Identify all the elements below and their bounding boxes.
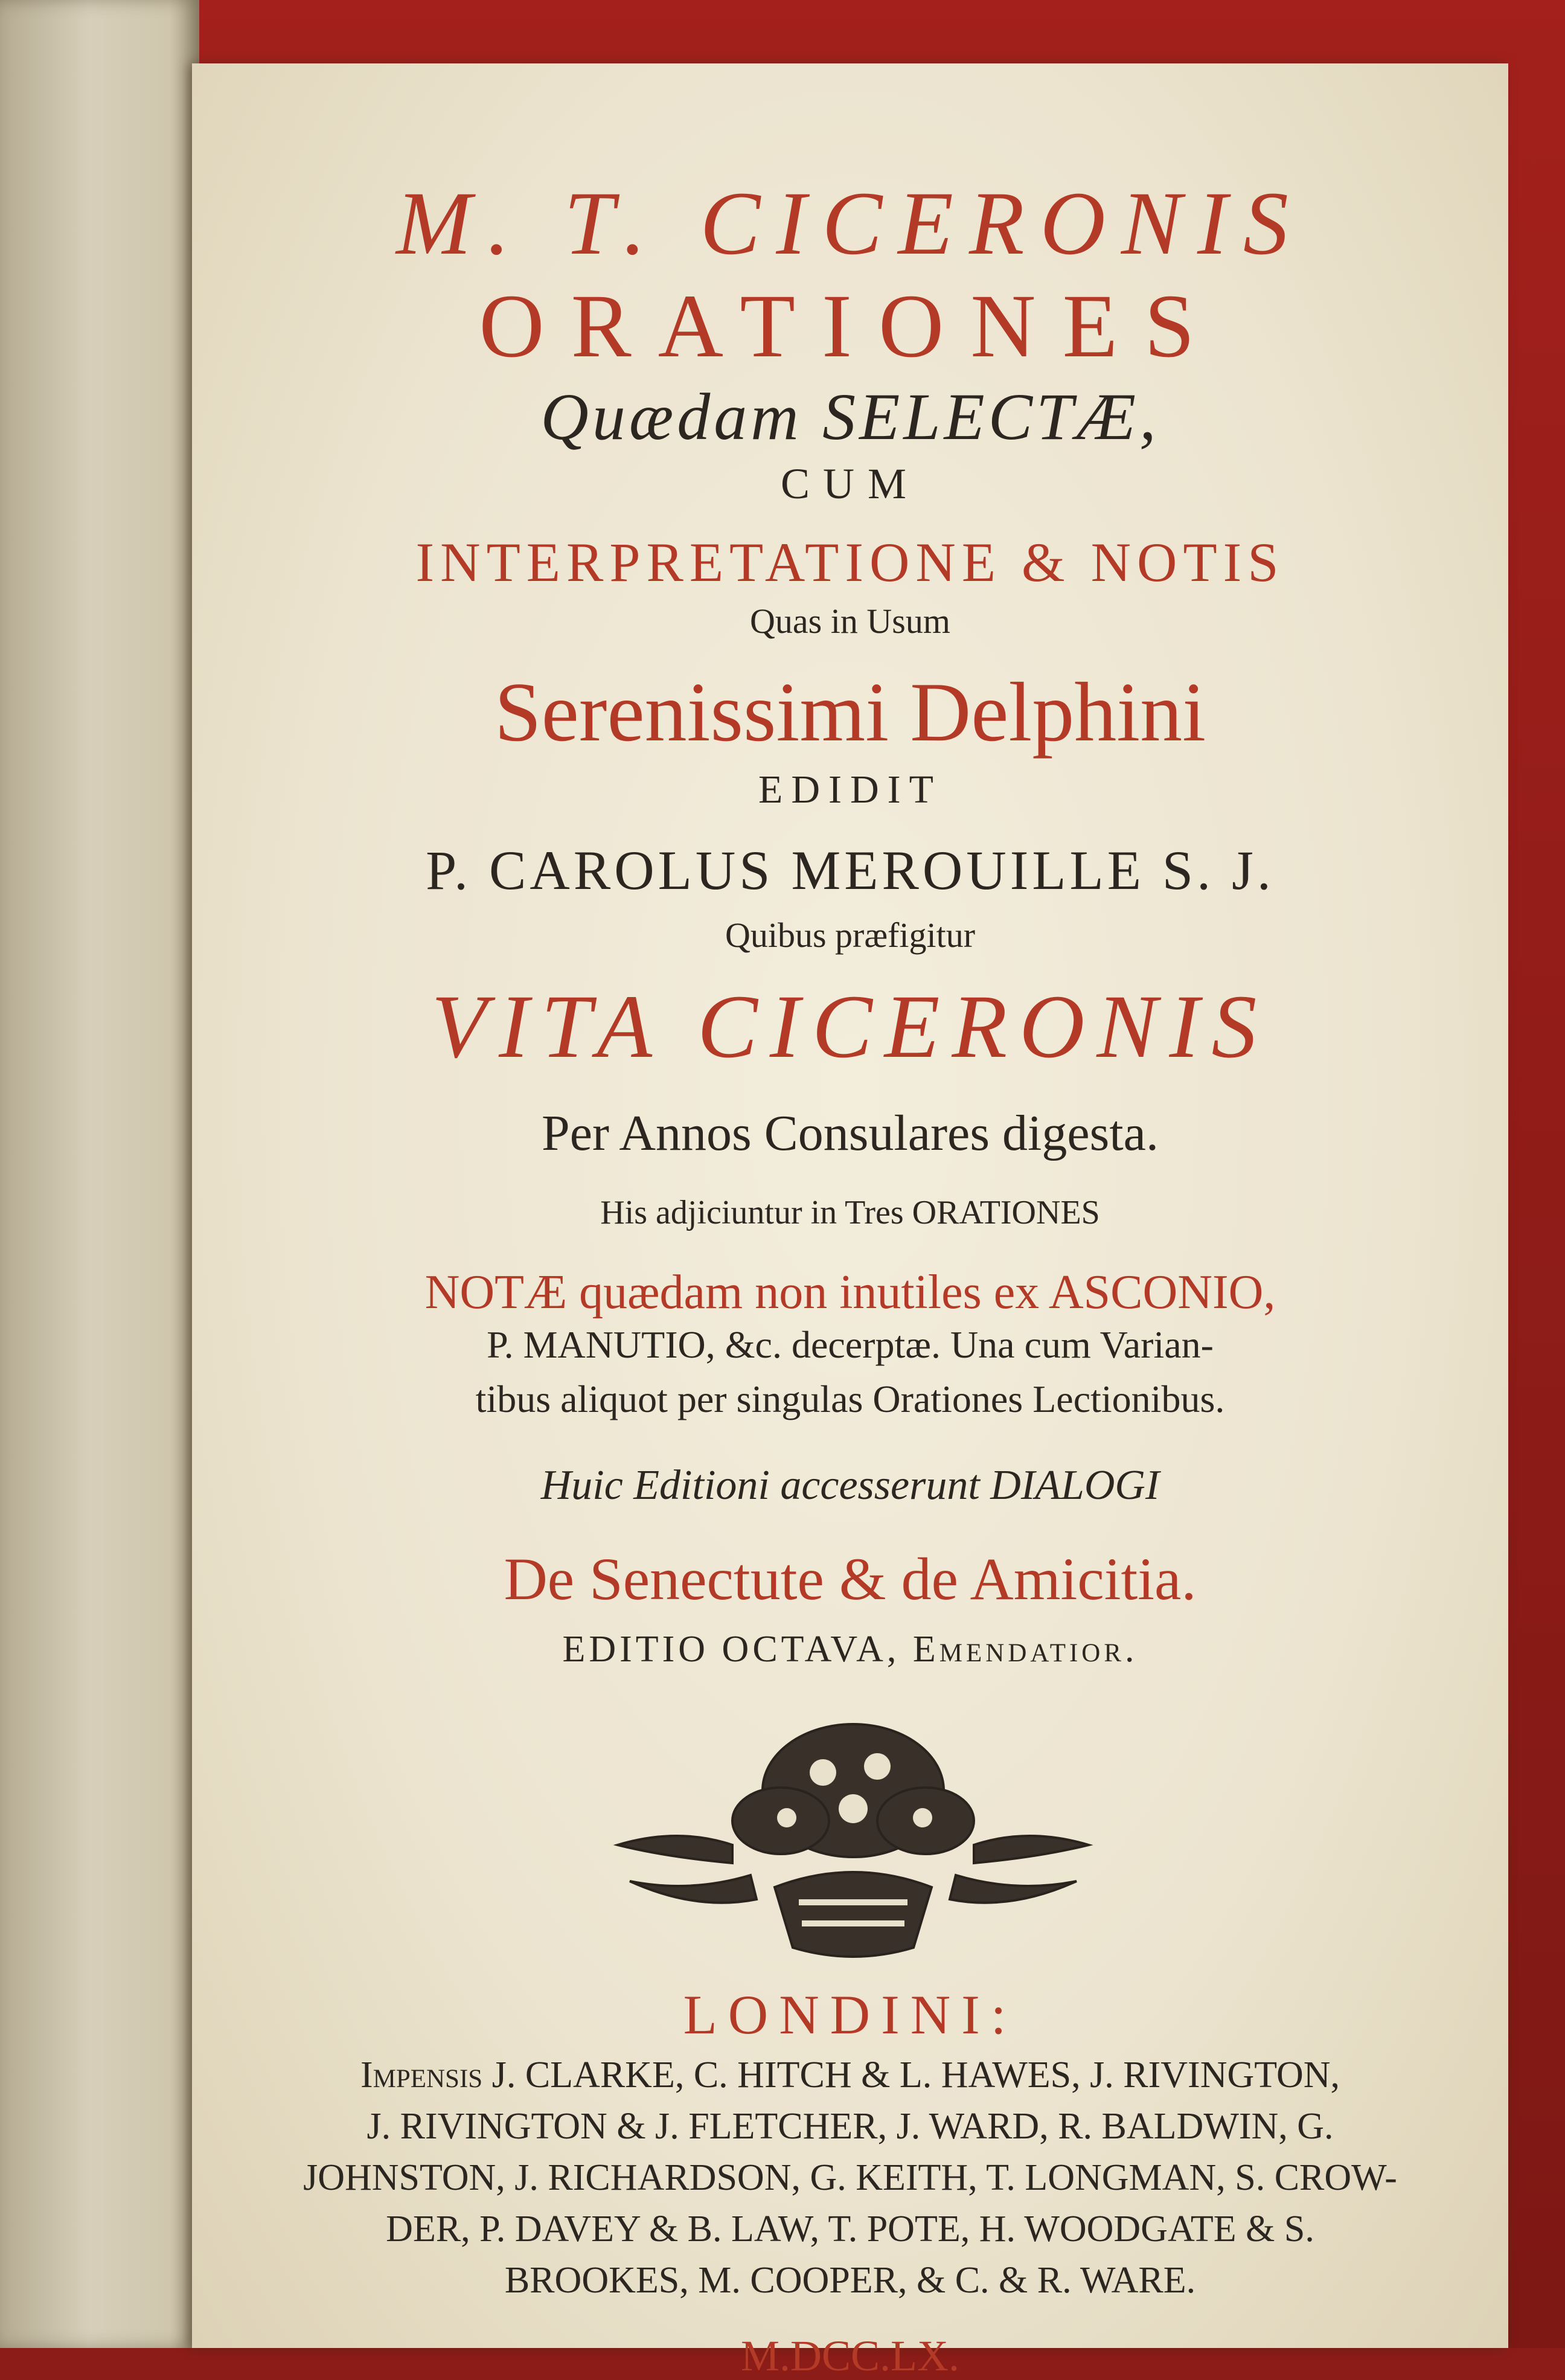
editioni-line: Huic Editioni accesserunt DIALOGI — [540, 1462, 1160, 1509]
senectute-amicitia: De Senectute & de Amicitia. — [504, 1545, 1197, 1612]
imprint-line-4: DER, P. DAVEY & B. LAW, T. POTE, H. WOODGATE & S. — [386, 2208, 1314, 2250]
imprint-city: LONDINI: — [683, 1984, 1017, 2045]
manutio-line: P. MANUTIO, &c. decerptæ. Una cum Varian- — [487, 1323, 1214, 1366]
adjiciuntur-line: His adjiciuntur in Tres ORATIONES — [600, 1194, 1100, 1231]
lectionibus-line: tibus aliquot per singulas Orationes Lectionibus. — [475, 1378, 1225, 1420]
title-page — [192, 63, 1508, 2380]
imprint-line-2: J. RIVINGTON & J. FLETCHER, J. WARD, R. BALDWIN, G. — [366, 2106, 1334, 2147]
title-cum: CUM — [780, 460, 920, 508]
left-page-leaf — [0, 0, 199, 2348]
title-selectae: Quædam SELECTÆ, — [540, 380, 1160, 454]
notae-line: NOTÆ quædam non inutiles ex ASCONIO, — [424, 1266, 1276, 1319]
imprint-line-1: Impensis J. CLARKE, C. HITCH & L. HAWES, J. RIVINGTON, — [360, 2054, 1340, 2096]
title-orationes: ORATIONES — [479, 276, 1221, 376]
title-edidit: EDIDIT — [758, 768, 942, 812]
imprint-line-5: BROOKES, M. COOPER, & C. & R. WARE. — [504, 2260, 1196, 2301]
vita-ciceronis: VITA CICERONIS — [431, 977, 1269, 1077]
title-quas-in-usum: Quas in Usum — [750, 601, 950, 641]
imprint-line-3: JOHNSTON, J. RICHARDSON, G. KEITH, T. LONGMAN, S. CROW- — [303, 2157, 1397, 2198]
annos-consulares: Per Annos Consulares digesta. — [542, 1105, 1159, 1161]
flower-basket-icon — [594, 1706, 1113, 1972]
title-delphini: Serenissimi Delphini — [494, 666, 1206, 759]
title-interpretatione: INTERPRETATIONE & NOTIS — [415, 531, 1285, 593]
prefix-line: Quibus præfigitur — [725, 916, 976, 955]
editio-octava: EDITIO OCTAVA, Emendatior. — [562, 1629, 1138, 1670]
title-ciceronis: M. T. CICERONIS — [396, 173, 1304, 274]
editor-name: P. CAROLUS MEROUILLE S. J. — [426, 839, 1275, 901]
publication-date: M.DCC.LX. — [740, 2332, 960, 2380]
